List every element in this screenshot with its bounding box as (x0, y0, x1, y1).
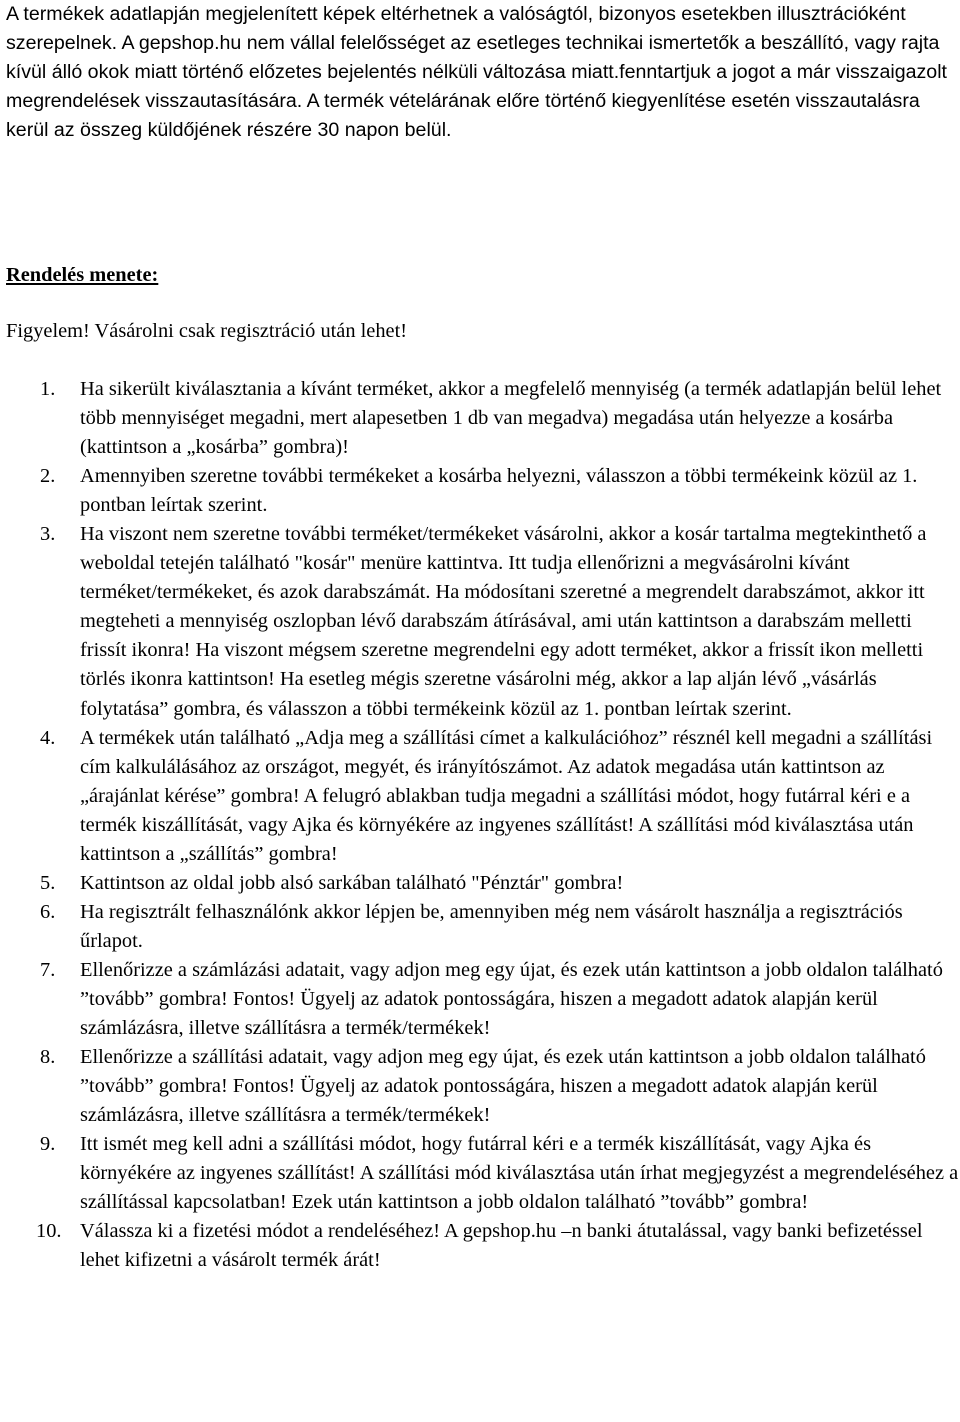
intro-refund-text: A termék vételárának előre történő kiegyenlítése esetén visszautalásra kerül az összeg küldőjének részére 30 napon belül. (6, 90, 920, 141)
step-text: Ellenőrizze a szállítási adatait, vagy adjon meg egy újat, és ezek után kattintson a jobb oldalon található ”tovább” gombra! Fontos! Ügyelj az adatok pontosságára, hiszen a megadott adatok alapján kerül számlázásra, illetve szállításra a termék/termékek! (80, 1046, 926, 1127)
step-item (0, 898, 960, 956)
step-number: 6. (40, 900, 56, 923)
order-steps-list (0, 375, 960, 1275)
section-heading: Rendelés menete: (6, 264, 159, 286)
intro-rights-statement: fenntartjuk a jogot a már visszaigazolt megrendelések visszautasítására. (6, 61, 947, 112)
step-text: Válassza ki a fizetési módot a rendeléséhez! A gepshop.hu –n banki átutalással, vagy banki befizetéssel lehet kifizetni a vásárolt termék árát! (80, 1220, 923, 1272)
step-number: 8. (40, 1046, 56, 1069)
step-item (0, 1217, 960, 1275)
step-text: Ha sikerült kiválasztania a kívánt terméket, akkor a megfelelő mennyiség (a termék adatlapján belül lehet több mennyiséget megadni, mert alapesetben 1 db van megadva) megadása után helyezze a kosárba (kattintson a „kosárba” gombra)! (80, 378, 942, 459)
step-item (0, 956, 960, 1043)
step-text: Itt ismét meg kell adni a szállítási módot, hogy futárral kéri e a termék kiszállítását, vagy Ajka és környékére az ingyenes szállítást! A szállítási mód kiválasztása után írhat megjegyzést a megrendeléséhez a szállítással kapcsolatban! Ezek után kattintson a jobb oldalon található ”tovább” gombra! (80, 1133, 959, 1214)
step-item (0, 724, 960, 869)
step-item (0, 1043, 960, 1130)
registration-warning: Figyelem! Vásárolni csak regisztráció után lehet! (6, 320, 408, 342)
step-text: Kattintson az oldal jobb alsó sarkában található "Pénztár" gombra! (80, 871, 624, 894)
step-text: Ha regisztrált felhasználónk akkor lépjen be, amennyiben még nem vásárolt használja a regisztrációs űrlapot. (80, 900, 903, 952)
step-text: Ellenőrizze a számlázási adatait, vagy adjon meg egy újat, és ezek után kattintson a jobb oldalon található ”tovább” gombra! Fontos! Ügyelj az adatok pontosságára, hiszen a megadott adatok alapján kerül számlázásra, illetve szállításra a termék/termékek! (80, 958, 943, 1040)
step-item (0, 462, 960, 520)
step-number: 10. (36, 1220, 62, 1243)
step-item (0, 1130, 960, 1217)
step-number: 2. (40, 465, 56, 488)
intro-paragraph (6, 0, 956, 145)
step-item (0, 869, 960, 898)
step-number: 4. (40, 726, 56, 749)
step-text: Amennyiben szeretne további termékeket a kosárba helyezni, válasszon a többi termékeink közül az 1. pontban leírtak szerint. (80, 465, 918, 517)
intro-text: A termékek adatlapján megjelenített képek eltérhetnek a valóságtól, bizonyos esetekben illusztrációként szerepelnek. A gepshop.hu nem vállal felelősséget az esetleges technikai ismertetők a beszállító, vagy rajta kívül álló okok miatt történő előzetes bejelentés nélküli változása miatt. (6, 3, 940, 83)
step-item (0, 520, 960, 723)
step-number: 7. (40, 958, 56, 981)
step-number: 9. (40, 1133, 56, 1156)
step-number: 1. (40, 378, 56, 400)
step-text: A termékek után található „Adja meg a szállítási címet a kalkulációhoz” résznél kell megadni a szállítási cím kalkulálásához az országot, megyét, és irányítószámot. Az adatok megadása után kattintson az „árajánlat kérése” gombra! A felugró ablakban tudja megadni a szállítási módot, hogy futárral kéri e a termék kiszállítását, vagy Ajka és környékére az ingyenes szállítást! A szállítási mód kiválasztása után kattintson a „szállítás” gombra! (80, 726, 933, 865)
step-number: 3. (40, 523, 56, 546)
step-text: Ha viszont nem szeretne további terméket/termékeket vásárolni, akkor a kosár tartalma megtekinthető a weboldal tetején található "kosár" menüre kattintva. Itt tudja ellenőrizni a megvásárolni kívánt terméket/termékeket, és azok darabszámát. Ha módosítani szeretné a megrendelt darabszámot, akkor itt megteheti a mennyiség oszlopban lévő darabszám átírásával, ami után kattintson a darabszám melletti frissít ikonra! Ha viszont mégsem szeretne megrendelni egy adott terméket, akkor a frissít ikon melletti törlés ikonra kattintson! Ha esetleg mégis szeretne vásárolni még, akkor a lap alján lévő „vásárlás folytatása” gombra, és válasszon a többi termékeink közül az 1. pontban leírtak szerint. (80, 523, 927, 720)
step-item (0, 375, 960, 462)
step-number: 5. (40, 871, 56, 894)
